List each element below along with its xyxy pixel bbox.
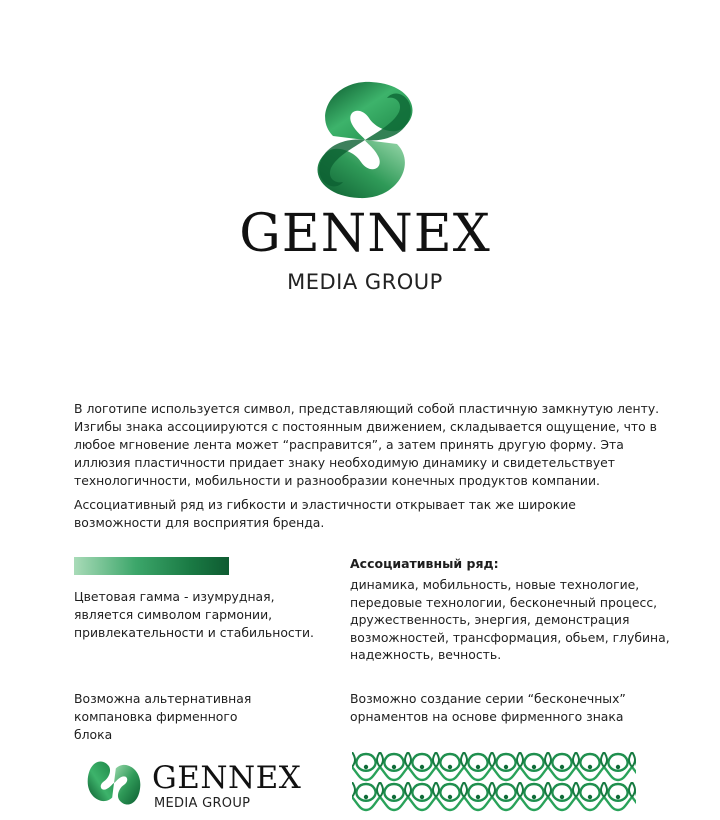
alternative-layout-text: Возможна альтернативная компановка фирменного блока: [74, 691, 252, 742]
associative-title: Ассоциативный ряд:: [350, 556, 499, 571]
brand-name-small: GENNEX: [152, 760, 302, 796]
brand-subtitle-small: MEDIA GROUP: [154, 796, 251, 811]
brand-subtitle: MEDIA GROUP: [287, 270, 443, 294]
ornament-text: Возможно создание серии “бесконечных” орнаментов на основе фирменного знака: [350, 691, 626, 724]
description-paragraph-1: В логотипе используется символ, представляющий собой пластичную замкнутую ленту. Изгибы знака ассоциируются с постоянным движением, складывается ощущение, что в любое мгновение лента может “расправится”, а затем принять другую форму. Эта иллюзия пластичности придает знаку необходимую динамику и свидетельствует технологичности, мобильности и разнообразии конечных продуктов компании.: [74, 401, 660, 488]
logo-mark-icon: [303, 76, 427, 204]
description-block: [74, 400, 660, 538]
emerald-gradient-swatch: [74, 557, 229, 575]
description-paragraph-2: Ассоциативный ряд из гибкости и эластичности открывает так же широкие возможности для восприятия бренда.: [74, 497, 576, 530]
brand-name: GENNEX: [239, 204, 491, 264]
logo-mark-small-icon: [80, 754, 148, 812]
color-description: Цветовая гамма - изумрудная, является символом гармонии, привлекательности и стабильности.: [74, 589, 314, 640]
ornament-pattern: [352, 752, 636, 812]
associative-text: динамика, мобильность, новые технологие, передовые технологии, бесконечный процесс, дружественность, энергия, демонстрация возможностей, трансформация, обьем, глубина, надежность, вечность.: [350, 577, 670, 662]
